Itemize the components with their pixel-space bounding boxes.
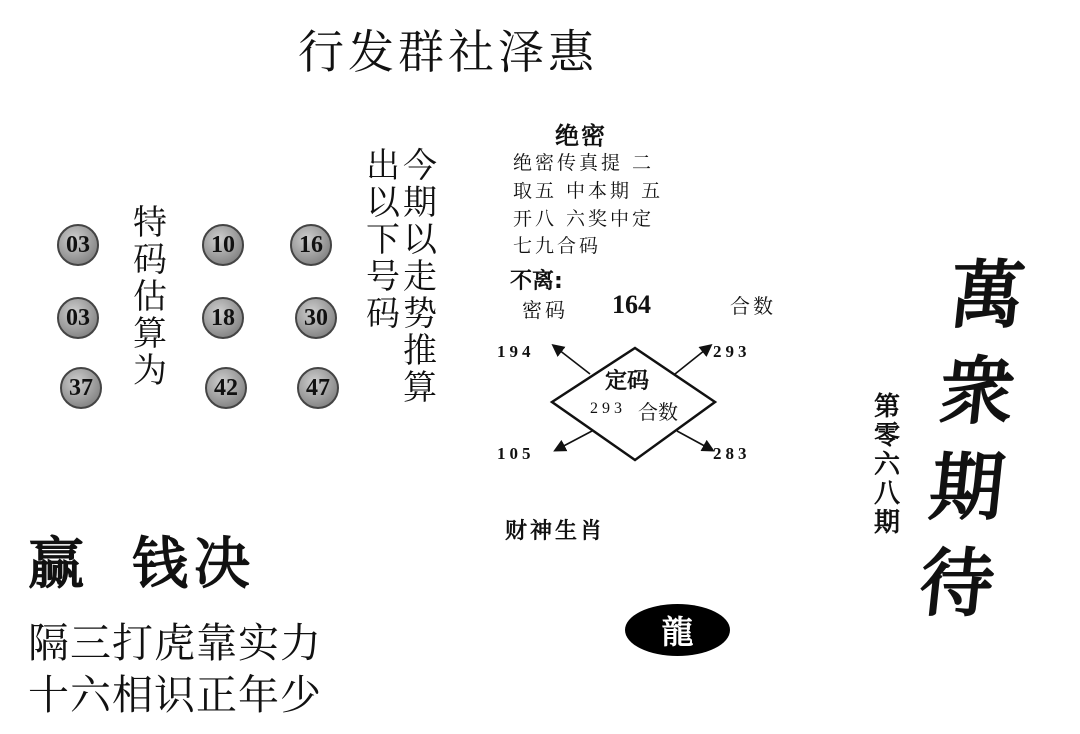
secret-line: 取五 中本期 五	[513, 180, 664, 202]
number-ball: 18	[202, 297, 244, 339]
diamond-value: 293	[590, 400, 626, 417]
forecast-char: 出	[366, 146, 400, 186]
forecast-column-1	[366, 148, 400, 333]
issue-char: 期	[874, 508, 901, 538]
issue-char: 第	[874, 392, 901, 422]
forecast-char: 推	[403, 331, 437, 371]
arrow-top-right	[675, 346, 710, 374]
heshu-label: 合数	[730, 294, 776, 318]
corner-bottom-left: 105	[497, 444, 535, 463]
label-char: 为	[133, 351, 167, 391]
secret-line: 七九合码	[513, 235, 602, 257]
number-ball: 10	[202, 224, 244, 266]
calligraphy-char: 期	[925, 445, 1009, 531]
diamond-title: 定码	[605, 369, 650, 394]
issue-char: 六	[874, 450, 901, 480]
forecast-char: 以	[366, 183, 400, 223]
secret-line: 开八 六奖中定	[513, 208, 655, 230]
number-ball: 16	[290, 224, 332, 266]
diamond-suffix: 合数	[638, 400, 678, 424]
forecast-char: 走	[403, 257, 437, 297]
mima-value: 164	[612, 290, 651, 319]
label-char: 估	[133, 277, 167, 317]
zodiac-badge	[625, 604, 730, 656]
forecast-char: 算	[403, 368, 437, 408]
corner-top-right: 293	[713, 342, 751, 361]
calligraphy-slogan	[915, 248, 1029, 632]
issue-char: 八	[874, 479, 901, 509]
diamond-diagram	[540, 338, 730, 468]
number-ball: 30	[295, 297, 337, 339]
page-title: 行发群社泽惠	[298, 25, 598, 79]
arrow-bottom-left	[556, 431, 592, 450]
forecast-char: 势	[403, 294, 437, 334]
label-char: 算	[133, 314, 167, 354]
calligraphy-char: 衆	[935, 349, 1019, 435]
label-char: 码	[133, 240, 167, 280]
forecast-char: 号	[366, 257, 400, 297]
number-ball: 37	[60, 367, 102, 409]
label-char: 特	[133, 203, 167, 243]
arrow-bottom-right	[677, 431, 712, 450]
forecast-char: 以	[403, 220, 437, 260]
mima-label: 密码	[522, 298, 568, 322]
god-zodiac-label: 财神生肖	[505, 519, 606, 544]
number-ball: 47	[297, 367, 339, 409]
secret-heading: 绝密	[555, 122, 607, 150]
arrow-top-left	[554, 346, 590, 374]
poem-line: 十六相识正年少	[28, 671, 322, 719]
issue-char: 零	[874, 421, 901, 451]
ying-character: 赢	[28, 531, 84, 597]
buli-label: 不离:	[510, 269, 563, 294]
forecast-char: 今	[403, 146, 437, 186]
zodiac-dragon: 龍	[661, 613, 694, 651]
calligraphy-char: 萬	[945, 253, 1029, 339]
forecast-char: 码	[366, 294, 400, 334]
forecast-column-2	[403, 148, 437, 407]
corner-bottom-right: 283	[713, 444, 751, 463]
issue-number	[874, 393, 900, 538]
forecast-char: 下	[366, 220, 400, 260]
qianjue-heading: 钱决	[132, 531, 256, 597]
calligraphy-char: 待	[915, 541, 999, 627]
number-ball: 42	[205, 367, 247, 409]
poem-line: 隔三打虎靠实力	[28, 619, 322, 667]
special-code-label	[133, 205, 167, 390]
secret-line: 绝密传真提 二	[513, 152, 655, 174]
forecast-char: 期	[403, 183, 437, 223]
number-ball: 03	[57, 224, 99, 266]
corner-top-left: 194	[497, 342, 535, 361]
number-ball: 03	[57, 297, 99, 339]
